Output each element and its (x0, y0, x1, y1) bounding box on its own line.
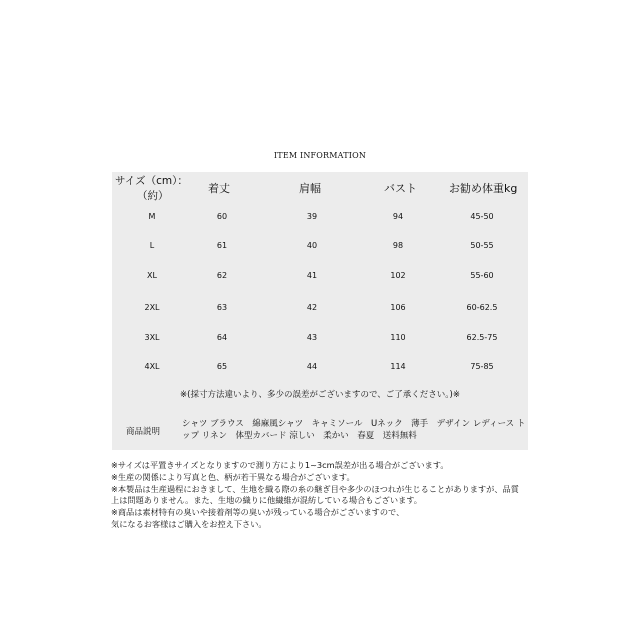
cell-shoulder: 44 (306, 362, 318, 371)
cell-length: 60 (216, 212, 228, 221)
cell-weight: 50-55 (470, 241, 494, 250)
size-header (115, 174, 188, 204)
size-header-line2: （約） (137, 190, 169, 202)
cell-size: M (148, 212, 156, 221)
size-table (112, 172, 528, 450)
cell-weight: 45-50 (470, 212, 494, 221)
header-length: 着丈 (208, 182, 230, 195)
footnotes (111, 460, 531, 531)
cell-shoulder: 41 (306, 271, 318, 280)
cell-size: 2XL (144, 303, 160, 312)
size-header-line1: サイズ（cm）： (115, 175, 188, 187)
cell-bust: 110 (390, 333, 406, 342)
cell-bust: 94 (392, 212, 404, 221)
cell-shoulder: 40 (306, 241, 318, 250)
cell-shoulder: 43 (306, 333, 318, 342)
cell-length: 65 (216, 362, 228, 371)
cell-bust: 106 (390, 303, 406, 312)
footnote-line: 気になるお客様はご購入をお控え下さい。 (111, 518, 267, 529)
cell-bust: 102 (390, 271, 406, 280)
cell-shoulder: 39 (306, 212, 318, 221)
cell-bust: 98 (392, 241, 404, 250)
footnote-line: ※サイズは平置きサイズとなりますので測り方により1~3cm誤差が出る場合がございます。 (111, 460, 449, 470)
cell-length: 61 (216, 241, 228, 250)
cell-length: 62 (216, 271, 228, 280)
cell-bust: 114 (390, 362, 406, 371)
cell-weight: 75-85 (470, 362, 494, 371)
cell-size: 3XL (144, 333, 160, 342)
cell-weight: 60-62.5 (466, 303, 498, 312)
cell-size: L (149, 241, 155, 250)
description-text: シャツ ブラウス 綿麻風シャツ キャミソール Uネック 薄手 デザイン レディース トップ リネン 体型カバード 涼しい 柔かい 春夏 送料無料 (182, 419, 526, 441)
footnote-line: ※生産の関係により写真と色、柄が若干異なる場合がございます。 (111, 471, 355, 482)
cell-length: 64 (216, 333, 228, 342)
cell-length: 63 (216, 303, 228, 312)
page-title: ITEM INFORMATION (273, 151, 367, 160)
header-shoulder: 肩幅 (299, 182, 321, 195)
cell-shoulder: 42 (306, 303, 318, 312)
cell-size: XL (147, 271, 157, 280)
measurement-note: ※(採寸方法違いより、多少の誤差がございますので、ご了承ください。)※ (180, 390, 460, 400)
header-weight: お勧め体重kg (449, 182, 518, 195)
cell-weight: 62.5-75 (466, 333, 498, 342)
footnote-line: ※本製品は生産過程におきまして、生地を織る際の糸の継ぎ目や多少のほつれが生じることがありますが、品質 (111, 483, 519, 494)
footnote-line: 上は問題ありません。また、生地の織りに他繊維が混紡している場合もございます。 (111, 495, 422, 506)
header-bust: バスト (384, 182, 417, 195)
cell-size: 4XL (144, 362, 160, 371)
footnote-line: ※商品は素材特有の臭いや接着剤等の臭いが残っている場合がございますので、 (111, 507, 405, 518)
description-label: 商品説明 (126, 427, 161, 437)
cell-weight: 55-60 (470, 271, 494, 280)
